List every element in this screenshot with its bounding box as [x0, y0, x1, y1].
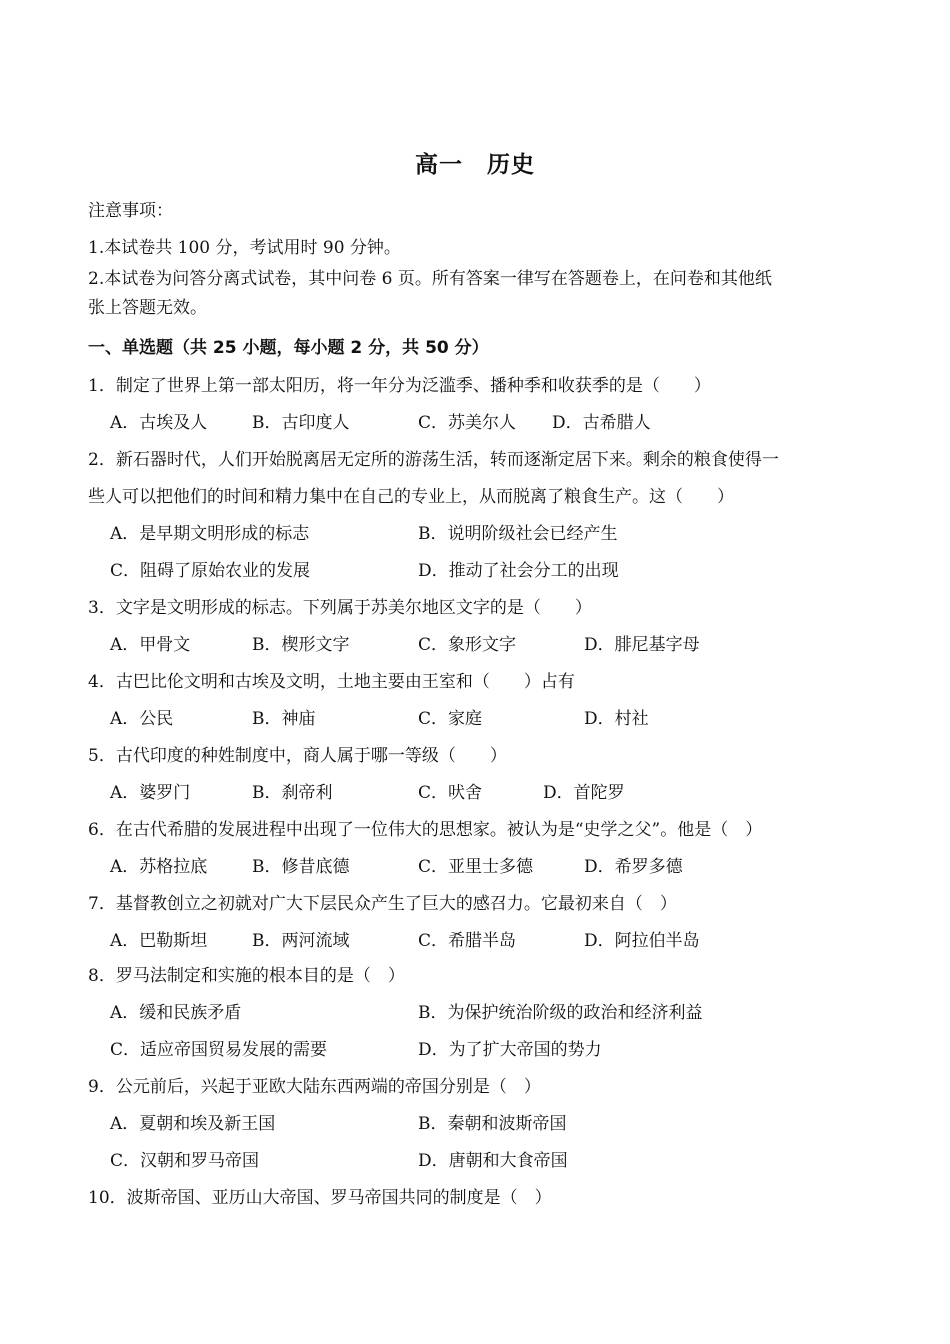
question-stem: 5．古代印度的种姓制度中，商人属于哪一等级（ ）	[88, 746, 507, 766]
option: C．象形文字	[418, 635, 517, 655]
option: C．亚里士多德	[418, 857, 534, 877]
question-stem: 4．古巴比伦文明和古埃及文明，土地主要由王室和（ ）占有	[88, 672, 575, 692]
option: A．苏格拉底	[110, 857, 208, 877]
option: B．楔形文字	[252, 635, 350, 655]
option: D．阿拉伯半岛	[584, 931, 700, 951]
option: A．缓和民族矛盾	[110, 1003, 242, 1023]
option: D．唐朝和大食帝国	[418, 1151, 568, 1171]
option: C．希腊半岛	[418, 931, 517, 951]
option: D．村社	[584, 709, 649, 729]
option: D．为了扩大帝国的势力	[418, 1040, 602, 1060]
section-heading: 一、单选题（共 25 小题，每小题 2 分，共 50 分）	[88, 338, 489, 358]
question-stem: 9．公元前后，兴起于亚欧大陆东西两端的帝国分别是（ ）	[88, 1077, 541, 1097]
page-title: 高一 历史	[415, 152, 535, 178]
option: B．为保护统治阶级的政治和经济利益	[418, 1003, 703, 1023]
option: C．苏美尔人	[418, 413, 517, 433]
question-stem: 6．在古代希腊的发展进程中出现了一位伟大的思想家。被认为是“史学之父”。他是（ ）	[88, 820, 763, 840]
notice-item-2-line-2: 张上答题无效。	[88, 298, 207, 318]
option: D．腓尼基字母	[584, 635, 700, 655]
question-stem: 2．新石器时代，人们开始脱离居无定所的游荡生活，转而逐渐定居下来。剩余的粮食使得一	[88, 450, 779, 470]
option: A．是早期文明形成的标志	[110, 524, 310, 544]
option: A．甲骨文	[110, 635, 191, 655]
option: A．婆罗门	[110, 783, 191, 803]
question-stem: 10．波斯帝国、亚历山大帝国、罗马帝国共同的制度是（ ）	[88, 1188, 552, 1208]
question-stem: 些人可以把他们的时间和精力集中在自己的专业上，从而脱离了粮食生产。这（ ）	[88, 487, 734, 507]
option: C．吠舍	[418, 783, 483, 803]
option: C．阻碍了原始农业的发展	[110, 561, 311, 581]
option: B．刹帝利	[252, 783, 333, 803]
option: A．古埃及人	[110, 413, 208, 433]
option: C．汉朝和罗马帝国	[110, 1151, 260, 1171]
option: A．夏朝和埃及新王国	[110, 1114, 276, 1134]
question-stem: 7．基督教创立之初就对广大下层民众产生了巨大的感召力。它最初来自（ ）	[88, 894, 677, 914]
question-stem: 8．罗马法制定和实施的根本目的是（ ）	[88, 966, 405, 986]
notice-item-2-line-1: 2.本试卷为问答分离式试卷，其中问卷 6 页。所有答案一律写在答题卷上，在问卷和其他纸	[88, 269, 772, 289]
notice-item-1: 1.本试卷共 100 分，考试用时 90 分钟。	[88, 238, 401, 258]
option: D．希罗多德	[584, 857, 683, 877]
option: B．古印度人	[252, 413, 350, 433]
option: B．说明阶级社会已经产生	[418, 524, 618, 544]
option: B．神庙	[252, 709, 316, 729]
option: B．修昔底德	[252, 857, 350, 877]
option: D．古希腊人	[552, 413, 651, 433]
option: C．适应帝国贸易发展的需要	[110, 1040, 328, 1060]
question-stem: 1．制定了世界上第一部太阳历，将一年分为泛滥季、播种季和收获季的是（ ）	[88, 376, 711, 396]
option: C．家庭	[418, 709, 483, 729]
option: D．首陀罗	[543, 783, 625, 803]
notice-heading: 注意事项：	[88, 201, 173, 221]
question-stem: 3．文字是文明形成的标志。下列属于苏美尔地区文字的是（ ）	[88, 598, 592, 618]
option: A．巴勒斯坦	[110, 931, 208, 951]
option: B．秦朝和波斯帝国	[418, 1114, 567, 1134]
option: D．推动了社会分工的出现	[418, 561, 619, 581]
option: A．公民	[110, 709, 174, 729]
option: B．两河流域	[252, 931, 350, 951]
